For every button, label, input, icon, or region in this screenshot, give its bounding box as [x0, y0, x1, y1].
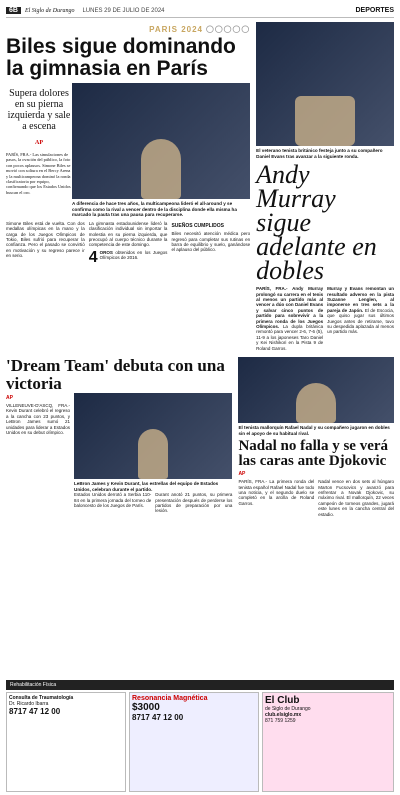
murray-body-col2: Murray y Evans remontan un resultado adverso en la pista Suzanne Lenglen, al imponerse en tres sets a la pareja de Japón. El de Escocia, que quiso jugar sus últimos Juegos antes de retirarse, tuvo su despedida aplazada al menos un partido más.	[327, 286, 395, 335]
lead-body-col1: Simone Biles está de vuelta. Con dos medallas olímpicas en la mano y la carga de los Juegos Olímpicos de Tokio, Biles sufrió para recuperar la confianza. Pero el pasado se convirtió en motivación y su regreso parece ir en serio.	[6, 220, 85, 259]
nadal-headline: Nadal no falla y se verá las caras ante Djokovic	[238, 438, 389, 470]
lead-headline: Biles sigue dominando la gimnasia en París	[6, 35, 236, 80]
murray-body: PARÍS, FRA.- Andy Murray prolongó su carrera en el tenis al menos un partido más al vencer a dúo con Daniel Evans y salvar cinco puntos de partido para sobrevivir a la primera ronda de los Juegos Olímpicos. La dupla británica remontó para vencer 2-6, 7-6 (5), 11-9 a los japoneses Taro Daniel y Kei Nishikori en la Pista 9 de Roland Garros.	[256, 286, 324, 351]
dream-team-photo	[74, 393, 232, 479]
lead-subheadline: Supera dolores en su pierna izquierda y sale a escena AP PARÍS, FRA.- Las simulaciones de pasos, la ovación del público, la foto con pocos aplausos. Simone Biles se movió con soltura en el Bercy Arena y la multicampeona dominó la ronda clasificatoria por equipo, confirmando que los Estados Unidos buscan el oro.	[6, 88, 71, 195]
issue-date: LUNES 29 DE JULIO DE 2024	[82, 7, 165, 14]
lead-intro: PARÍS, FRA.- Las simulaciones de pasos, la ovación del público, la foto con pocos aplausos. Simone Biles se movió con soltura en el Bercy Arena y la multicampeona dominó la ronda clasificatoria por equipo, confirmando que los Estados Unidos buscan el oro.	[6, 152, 71, 195]
publication-name: El Siglo de Durango	[24, 7, 75, 14]
lead-body-col2: La gimnasta estadounidense lideró la clasificación individual sin importar la molestia en su pierna izquierda, que preocupó al cuerpo técnico durante la competencia de este domingo. 4 OROS obtenidos en los Juegos Olímpicos de 2016.	[88, 220, 168, 266]
dream-team-headline: 'Dream Team' debuta con una victoria	[6, 356, 225, 394]
dream-intro: VILLENEUVE-D'ASCQ, FRA.- Kevin Durant celebró el regreso a la cancha con 23 puntos, y LeBron James sumó 21 unidades para liderar a Estados Unidos en su debut olímpico.	[6, 403, 70, 436]
newspaper-page: 6B El Siglo de Durango LUNES 29 DE JULIO DE 2024 DEPORTES PARIS 2024 ◯◯◯◯◯ Biles sigue dominando la gimnasia en París Supera dolores en su pierna izquierda y sale a escena AP PARÍS, FRA.- Las simulaciones de pasos, la ovación del público, la foto con pocos aplausos. Simone Biles se movió con soltura en el Bercy Arena y la multicampeona dominó la ronda clasificatoria por equipo, confirmando que los Estados Unidos buscan el oro. A diferencia de hace tres años, la multicampeona lideró el all-around y se confirma como la rival a vencer dentro de la disciplina donde ella misma ha marcado la pauta tras una pausa para recuperarse. Simone Biles está de vuelta. Con dos medallas olímpicas en la mano y la carga de los Juegos Olímpicos de Tokio, Biles sufrió para recuperar la confianza. Pero el pasado se convirtió en motivación y su regreso parece ir en serio. La gimnasta estadounidense lideró la clasificación individual sin importar la molestia en su pierna izquierda, que preocupó al cuerpo técnico durante la competencia de este domingo. 4 OROS obtenidos en los Juegos Olímpicos de 2016. SUEÑOS CUMPLIDOS Biles necesitó atención médica pero regresó para completar sus rutinas en barra de equilibrio y suelo, ganándose el aplauso del público. El veterano tenista británico festeja junto a su compañero Daniel Evans tras avanzar a la siguiente ronda. Andy Murray sigue adelante en dobles PARÍS, FRA.- Andy Murray prolongó su carrera en el tenis al menos un partido más al vencer a dúo con Daniel Evans y salvar cinco puntos de partido para sobrevivir a la primera ronda de los Juegos Olímpicos. La dupla británica remontó para vencer 2-6, 7-6 (5), 11-9 a los japoneses Taro Daniel y Kei Nishikori en la Pista 9 de Roland Garros. Murray y Evans remontan un resultado adverso en la pista Suzanne Lenglen, al imponerse en tres sets a la pareja de Japón. El de Escocia, que quiso jugar sus últimos Juegos antes de retirarse, tuvo su despedida aplazada al menos un partido más. 'Dream Team' debuta con una victoria AP VILLENEUVE-D'ASCQ, FRA.- Kevin Durant celebró el regreso a la cancha con 23 puntos, y LeBron James sumó 21 unidades para liderar a Estados Unidos en su debut olímpico. LeBron James y Kevin Durant, las estrellas del equipo de Estados Unidos, celebran durante el partido. Estados Unidos derrotó a Serbia 110-84 en la primera jornada del torneo de baloncesto de los Juegos de París. Durant anotó 21 puntos, su primera presentación después de perderse los partidos de preparación por una lesión. El tenista mallorquín Rafael Nadal y su compañero jugaron en dobles sin el apoyo de su habitual rival. Nadal no falla y se verá las caras ante Djokovic AP PARÍS, FRA.- La primera ronda del tenista español Rafael Nadal fue todo una noticia, y el segundo duelo se completó en la arcilla de Roland Garros. Nadal vence en dos sets al húngaro Marton Fucsovics y avanzó para enfrentar a Novak Djokovic, su máximo rival. El mallorquín, 22 veces campeón de torneos grandes, jugará este lunes en la cancha central del estadio. Rehabilitación Física Consulta de Traumatología Dr. Ricardo Ibarra 8717 47 12 00 Resonancia Magnética $3000 8717 47 12 00 El Club de Siglo de Durango club.elsiglo.mx 871 759 1259	[0, 0, 400, 795]
olympics-logo: PARIS 2024 ◯◯◯◯◯	[149, 24, 251, 34]
page-number: 6B	[6, 7, 21, 14]
ad-traumatology: Consulta de Traumatología Dr. Ricardo Ibarra 8717 47 12 00	[6, 692, 126, 792]
lead-body-col3: SUEÑOS CUMPLIDOS Biles necesitó atención médica pero regresó para completar sus rutinas en barra de equilibrio y suelo, ganándose el aplauso del público.	[171, 222, 251, 253]
lead-photo-caption: A diferencia de hace tres años, la multicampeona lideró el all-around y se confirma como la rival a vencer dentro de la disciplina donde ella misma ha marcado la pauta tras una pausa para recuperarse.	[72, 201, 237, 218]
olympic-rings-icon: ◯◯◯◯◯	[206, 26, 251, 33]
nadal-photo	[238, 357, 394, 423]
murray-caption: El veterano tenista británico festeja junto a su compañero Daniel Evans tras avanzar a la siguiente ronda.	[256, 148, 383, 159]
murray-photo	[256, 22, 394, 146]
page-header	[6, 4, 394, 18]
ads-row	[6, 692, 394, 792]
nadal-caption: El tenista mallorquín Rafael Nadal y su compañero jugaron en dobles sin el apoyo de su habitual rival.	[238, 425, 390, 436]
dream-caption: LeBron James y Kevin Durant, las estrellas del equipo de Estados Unidos, celebran durante el partido.	[74, 481, 219, 492]
murray-headline: Andy Murray sigue adelante en dobles	[256, 160, 377, 286]
lead-byline: AP	[35, 140, 43, 146]
stat-number: 4	[88, 248, 98, 266]
ad-club[interactable]: El Club de Siglo de Durango club.elsiglo.mx 871 759 1259	[262, 692, 394, 792]
biles-photo	[72, 83, 250, 199]
ad-banner: Rehabilitación Física	[6, 680, 394, 690]
section-name: DEPORTES	[355, 7, 394, 14]
ad-resonance: Resonancia Magnética $3000 8717 47 12 00	[129, 692, 259, 792]
